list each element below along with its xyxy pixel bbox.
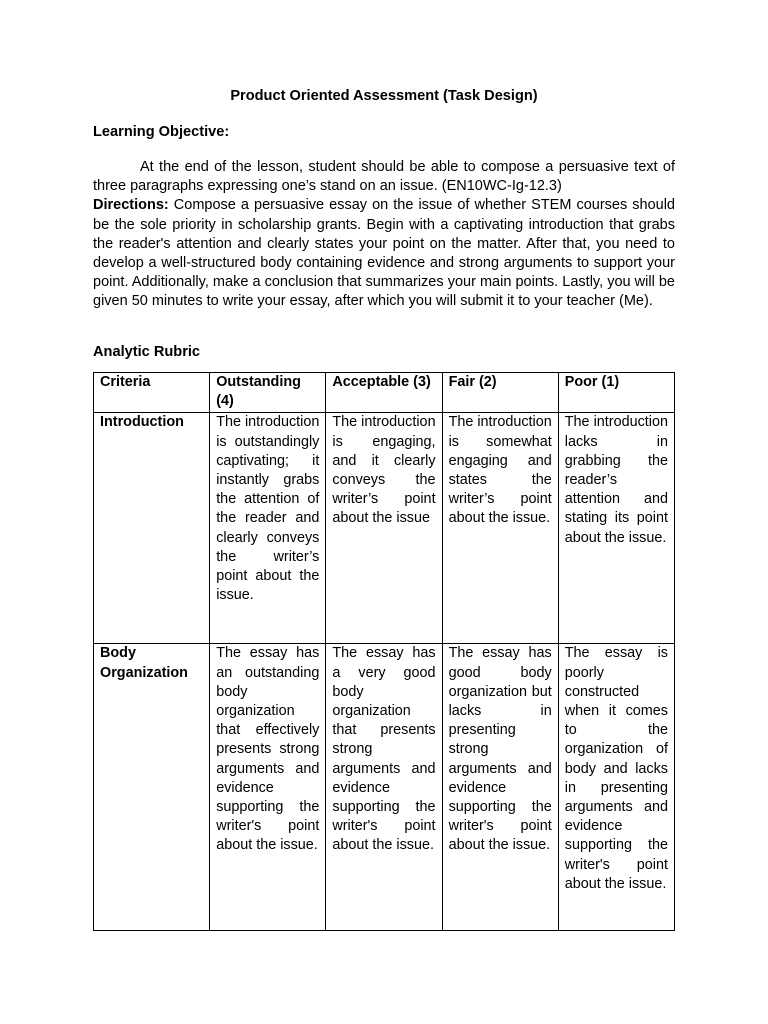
header-cell: Poor (1) xyxy=(558,373,674,413)
rubric-cell-poor: The essay is poorly constructed when it comes to the organization of body and lacks in presenting arguments and evidence supporting the writer's point about the issue. xyxy=(558,644,674,931)
rubric-heading: Analytic Rubric xyxy=(93,344,201,360)
rubric-cell-outstanding: The essay has an outstanding body organization that effectively presents strong arguments and evidence supporting the writer's point about the issue. xyxy=(210,644,326,931)
rubric-cell-fair: The essay has good body organization but lacks in presenting strong arguments and evidence supporting the writer's point about the issue. xyxy=(442,644,558,931)
rubric-cell-outstanding: The introduction is outstandingly captivating; it instantly grabs the attention of the reader and clearly conveys the writer’s point about the issue. xyxy=(210,413,326,644)
rubric-cell-acceptable: The essay has a very good body organization that presents strong arguments and evidence supporting the writer's point about the issue. xyxy=(326,644,442,931)
header-cell: Fair (2) xyxy=(442,373,558,413)
rubric-row-body-organization xyxy=(94,644,675,931)
learning-objective-heading: Learning Objective: xyxy=(93,124,230,140)
analytic-rubric-table xyxy=(93,372,675,931)
rubric-row-introduction xyxy=(94,413,675,644)
criteria-cell: Introduction xyxy=(94,413,210,644)
document-title: Product Oriented Assessment (Task Design) xyxy=(230,88,538,104)
directions-text: Compose a persuasive essay on the issue of whether STEM courses should be the sole priority in scholarship grants. Begin with a captivating introduction that grabs the reader's attention and clearly states your point on the matter. After that, you need to develop a well-structured body containing evidence and strong arguments to support your point. Additionally, make a conclusion that summarizes your main points. Lastly, you will be given 50 minutes to write your essay, after which you will submit it to your teacher (Me). xyxy=(93,197,675,310)
directions-paragraph xyxy=(93,196,675,311)
body-text xyxy=(93,158,675,312)
header-cell: Acceptable (3) xyxy=(326,373,442,413)
rubric-cell-fair: The introduction is somewhat engaging and states the writer’s point about the issue. xyxy=(442,413,558,644)
directions-label: Directions: xyxy=(93,197,169,214)
rubric-header-row xyxy=(94,373,675,413)
rubric-cell-poor: The introduction lacks in grabbing the reader’s attention and stating its point about the issue. xyxy=(558,413,674,644)
header-cell: Outstanding (4) xyxy=(210,373,326,413)
criteria-cell: Body Organization xyxy=(94,644,210,931)
rubric-cell-acceptable: The introduction is engaging, and it clearly conveys the writer’s point about the issue xyxy=(326,413,442,644)
header-cell: Criteria xyxy=(94,373,210,413)
objective-paragraph: At the end of the lesson, student should be able to compose a persuasive text of three paragraphs expressing one’s stand on an issue. (EN10WC-Ig-12.3) xyxy=(93,159,675,195)
